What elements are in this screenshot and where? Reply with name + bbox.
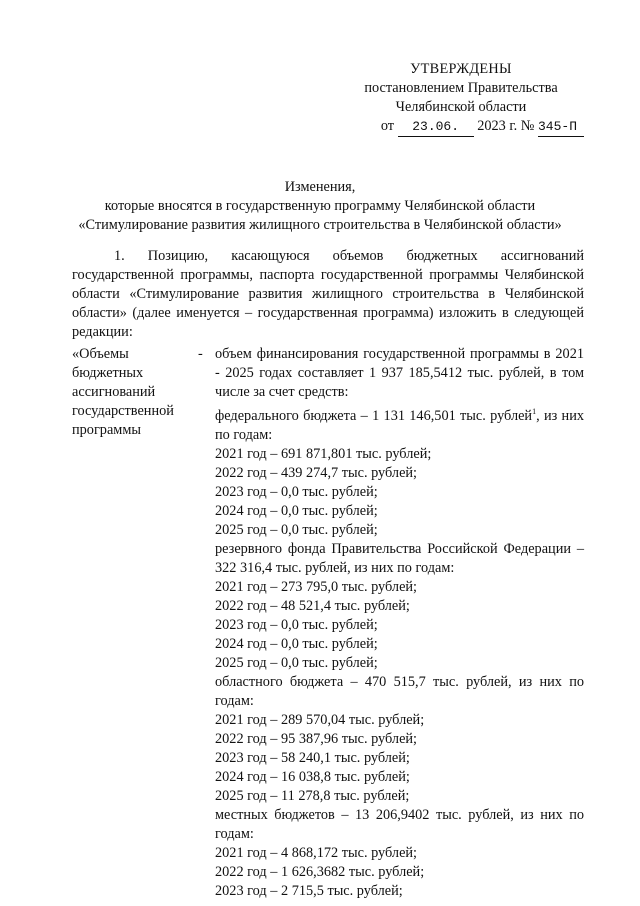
position-title-line: бюджетных [72,365,144,381]
approval-line-2: Челябинской области [395,99,527,115]
approval-date-line [330,117,592,137]
year-line: 2021 год – 273 795,0 тыс. рублей; [215,578,418,595]
approval-line-1: постановлением Правительства [364,80,558,96]
position-title-column [72,345,192,440]
year-text: 2023 г. № [477,118,535,134]
approval-title: УТВЕРЖДЕНЫ [410,61,512,77]
federal-budget-tail: , из них по годам: [215,407,584,443]
federal-budget-text: федерального бюджета – 1 131 146,501 тыс. рублей [215,407,533,424]
year-line: 2023 год – 58 240,1 тыс. рублей; [215,749,410,766]
year-line: 2023 год – 0,0 тыс. рублей; [215,616,378,633]
heading-line-2: которые вносятся в государственную программу Челябинской области [104,198,536,214]
year-line: 2023 год – 2 715,5 тыс. рублей; [215,882,403,899]
year-line: 2025 год – 0,0 тыс. рублей; [215,521,378,538]
position-value-column [215,345,584,901]
heading-line-1: Изменения, [284,179,356,195]
position-title-line: программы [72,422,142,438]
column-dash: - [198,346,203,362]
year-line: 2025 год – 0,0 тыс. рублей; [215,654,378,671]
local-budget-line: местных бюджетов – 13 206,9402 тыс. рублей, из них по годам: [215,806,584,842]
year-line: 2022 год – 439 274,7 тыс. рублей; [215,464,418,481]
year-line: 2021 год – 691 871,801 тыс. рублей; [215,445,432,462]
year-line: 2025 год – 11 278,8 тыс. рублей; [215,787,410,804]
footnote-mark: 1 [532,407,537,416]
year-line: 2024 год – 0,0 тыс. рублей; [215,635,378,652]
year-line: 2021 год – 289 570,04 тыс. рублей; [215,711,425,728]
position-title-line: ассигнований [72,384,156,400]
year-line: 2024 год – 16 038,8 тыс. рублей; [215,768,410,785]
reserve-fund-line: резервного фонда Правительства Российской Федерации – 322 316,4 тыс. рублей, из них по годам: [215,540,584,576]
paragraph-text: 1. Позицию, касающуюся объемов бюджетных ассигнований государственной программы, паспорта государственной программы Челябинской области «Стимулирование развития жилищного строительства в Челябинской области» (далее именуется – государственная программа) изложить в следующей редакции: [72,248,584,340]
heading-line-3: «Стимулирование развития жилищного строительства в Челябинской области» [78,217,562,233]
item-1-paragraph [72,247,584,342]
financing-intro: объем финансирования государственной программы в 2021 - 2025 годах составляет 1 937 185,5412 тыс. рублей, в том числе за счет средств: [215,346,584,400]
regional-budget-line: областного бюджета – 470 515,7 тыс. рублей, из них по годам: [215,673,584,709]
year-line: 2022 год – 95 387,96 тыс. рублей; [215,730,418,747]
approval-block [330,60,592,137]
year-line: 2024 год – 0,0 тыс. рублей; [215,502,378,519]
year-line: 2022 год – 48 521,4 тыс. рублей; [215,597,410,614]
federal-budget-line [215,402,584,445]
year-line: 2022 год – 1 626,3682 тыс. рублей; [215,863,425,880]
position-title-line: «Объемы [72,346,129,362]
year-line: 2021 год – 4 868,172 тыс. рублей; [215,844,418,861]
date-value: 23.06. [398,117,474,137]
document-heading [40,178,600,235]
year-line: 2023 год – 0,0 тыс. рублей; [215,483,378,500]
decree-number: 345-П [538,117,584,137]
position-title-line: государственной [72,403,174,419]
date-prefix: от [380,118,395,134]
